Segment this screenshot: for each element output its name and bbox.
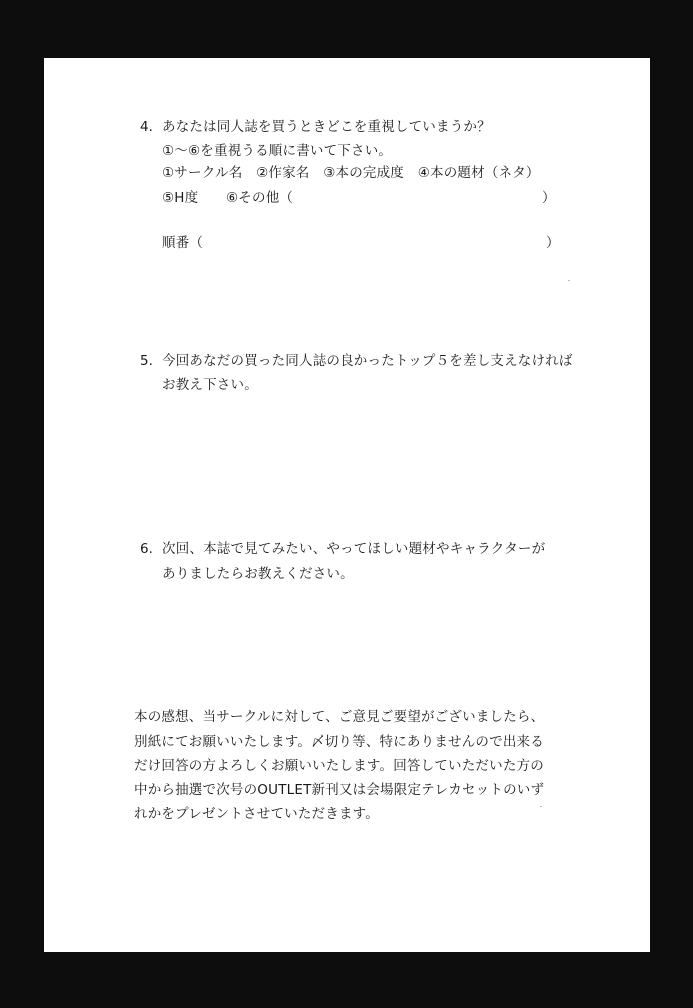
- q6-line1: 次回、本誌で見てみたい、やってほしい題材やキャラクターが: [162, 541, 546, 557]
- q5-number: 5.: [140, 353, 153, 369]
- q4-question: あなたは同人誌を買うときどこを重視していまうか？: [162, 119, 491, 135]
- q4-order-close: ）: [546, 235, 560, 251]
- closing-line5: れかをプレゼントさせていただきます。: [134, 806, 379, 822]
- q6-line2: ありましたらお教えください。: [162, 566, 354, 582]
- closing-line3: だけ回答の方よろしくお願いいたします。回答していただいた方の: [134, 758, 544, 774]
- q4-option-other-label: ⑥その他（: [226, 190, 294, 206]
- q4-number: 4.: [140, 119, 153, 135]
- scan-speck: [540, 806, 542, 807]
- q4-option-h-degree: ⑤H度: [162, 190, 199, 206]
- q4-option-other-close: ）: [542, 190, 556, 206]
- q5-line1: 今回あなだの買った同人誌の良かったトップ５を差し支えなければ: [162, 353, 573, 369]
- closing-line4: 中から抽選で次号のOUTLET新刊又は会場限定テレカセットのいず: [134, 782, 545, 798]
- q4-options-line1: ①サークル名 ②作家名 ③本の完成度 ④本の題材（ネタ）: [162, 165, 540, 181]
- closing-line2: 別紙にてお願いいたします。〆切り等、特にありませんので出来る: [134, 734, 544, 750]
- scan-speck: [568, 280, 570, 281]
- questionnaire-page: [44, 58, 650, 952]
- q4-instruction: ①〜⑥を重視うる順に書いて下さい。: [162, 143, 393, 159]
- q4-order-label: 順番（: [162, 235, 204, 251]
- q5-line2: お教え下さい。: [162, 377, 258, 393]
- q6-number: 6.: [140, 541, 153, 557]
- closing-line1: 本の感想、当サークルに対して、ご意見ご要望がございましたら、: [134, 709, 545, 725]
